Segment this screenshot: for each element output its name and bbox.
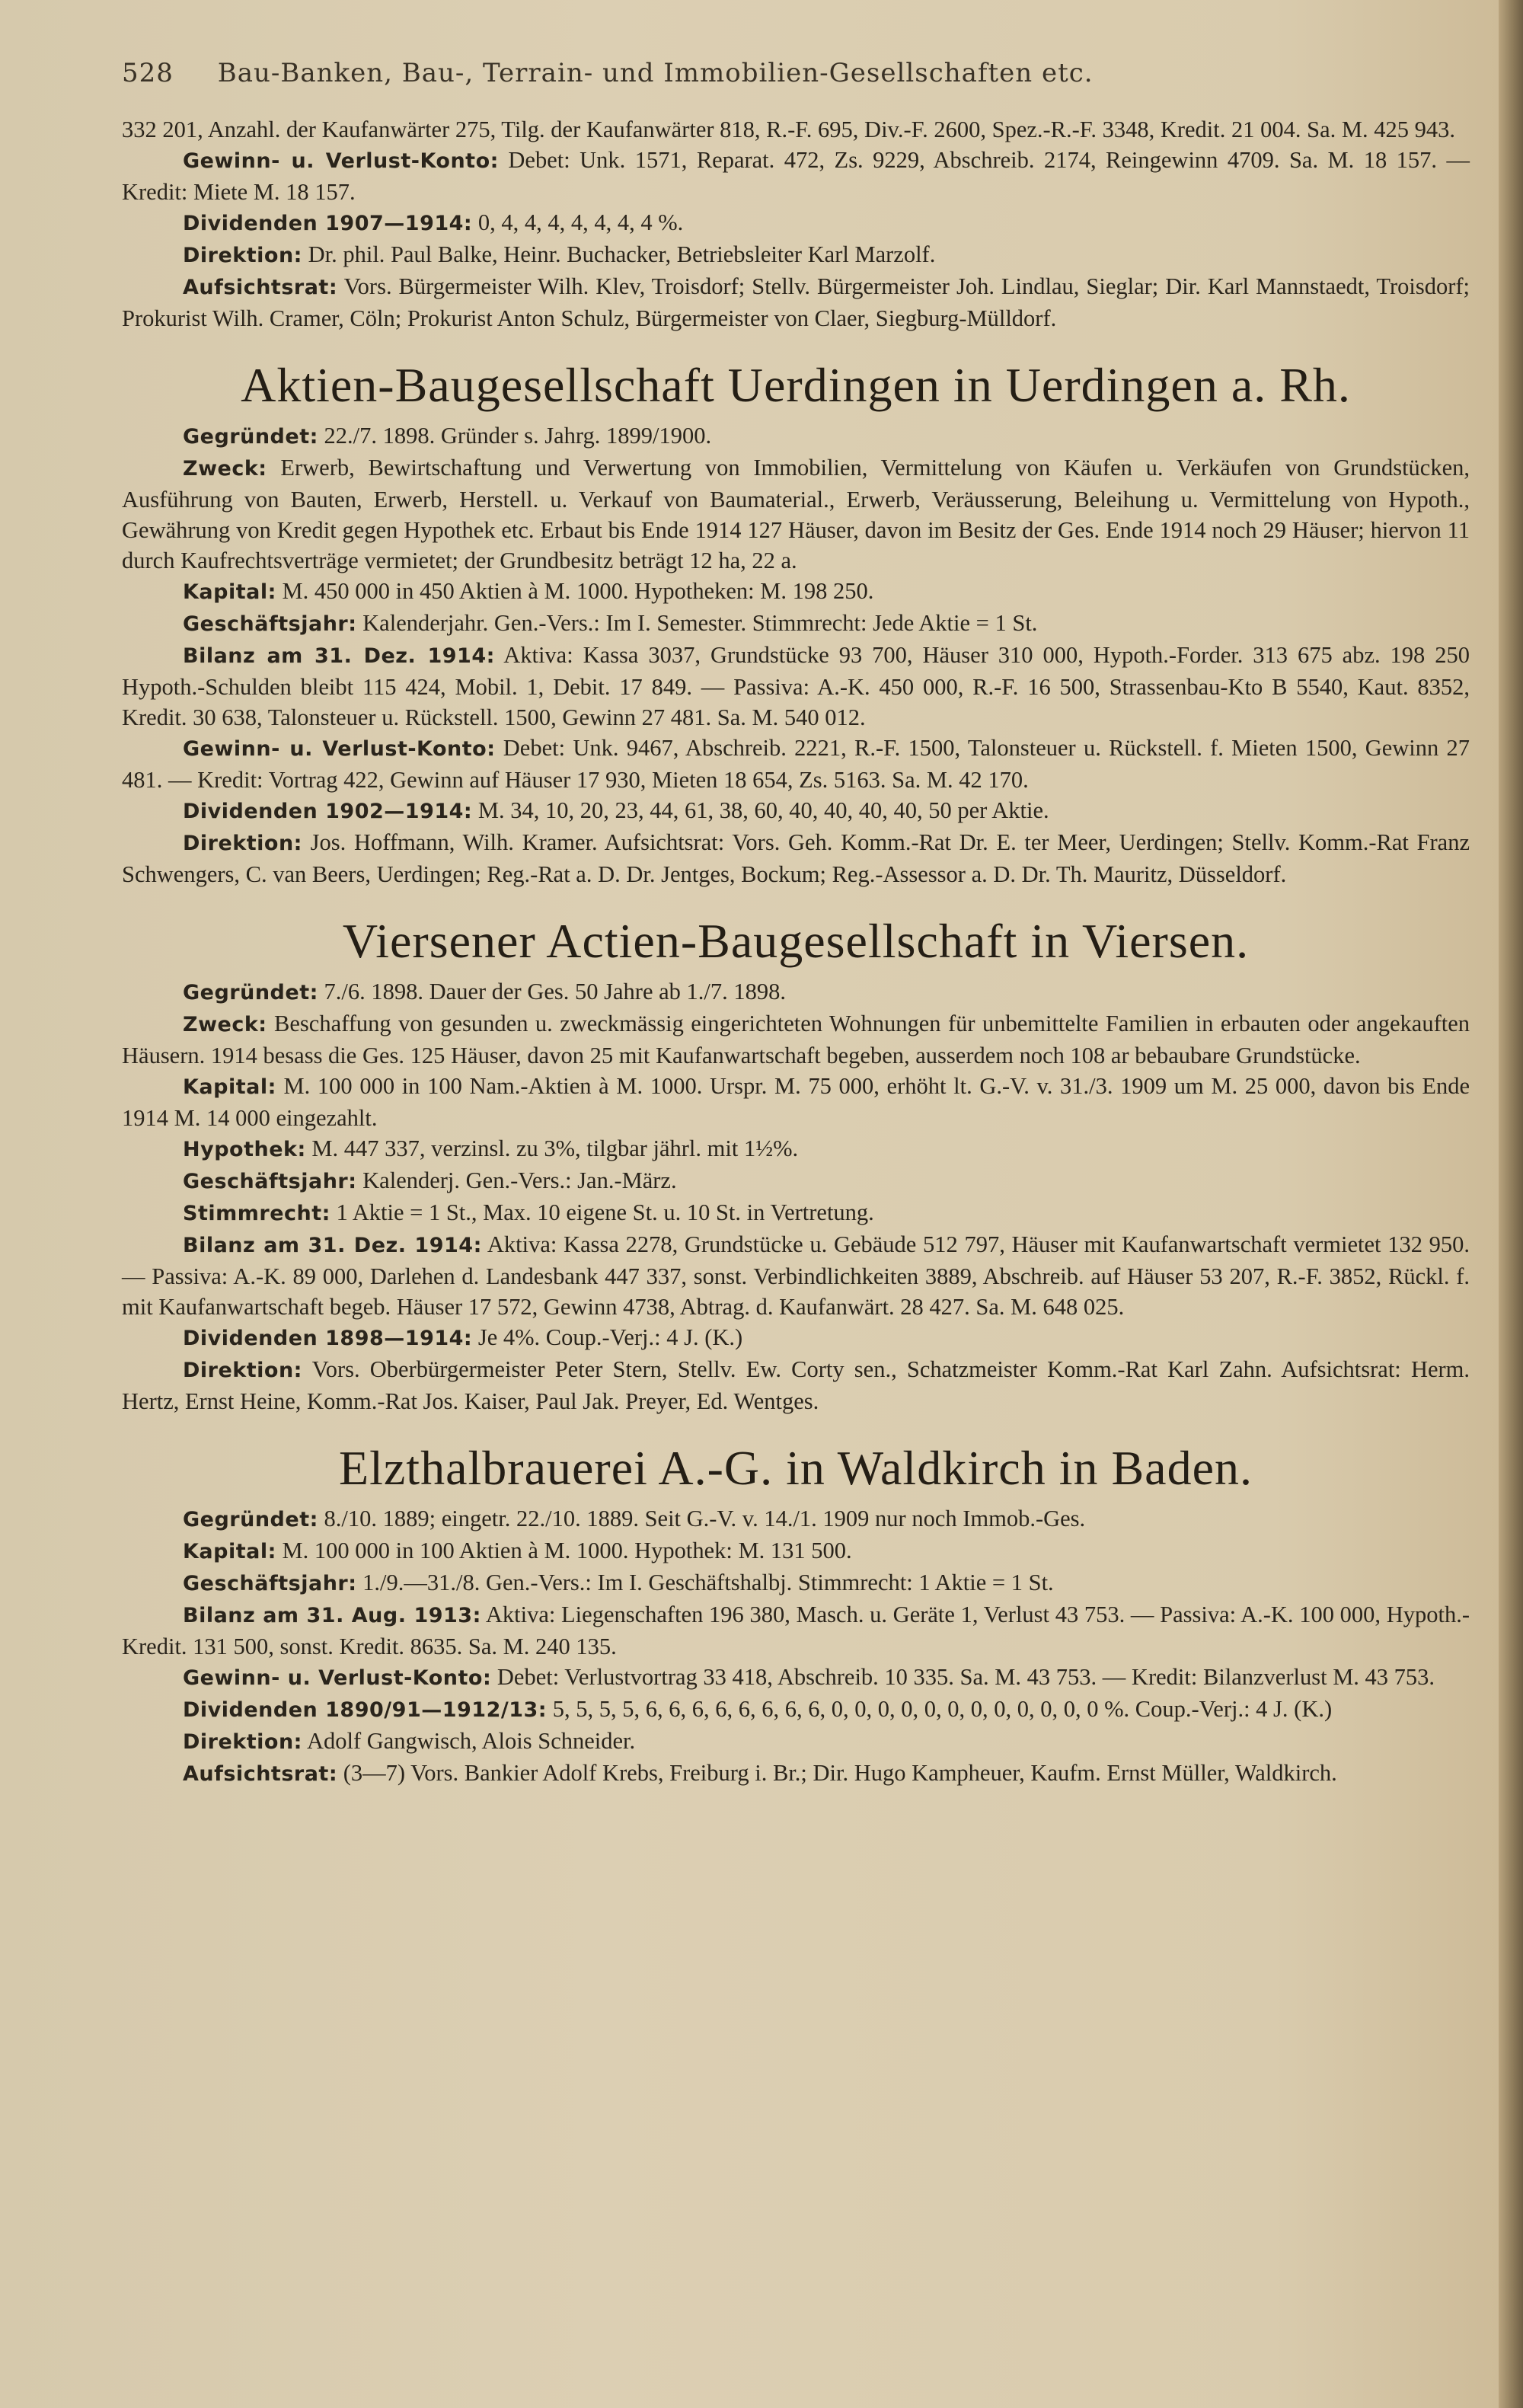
company-entry — [122, 1322, 1470, 1354]
book-binding-edge — [1499, 0, 1523, 2408]
company-entry — [122, 1354, 1470, 1416]
entry-label: Geschäftsjahr: — [183, 1572, 357, 1595]
entry-label: Bilanz am 31. Aug. 1913: — [183, 1604, 481, 1627]
entry-label: Geschäftsjahr: — [183, 612, 357, 636]
company-entry — [122, 976, 1470, 1008]
company-entry — [122, 452, 1470, 576]
company-heading: Elzthalbrauerei A.-G. in Waldkirch in Baden. — [339, 1441, 1253, 1495]
entry-text: M. 34, 10, 20, 23, 44, 61, 38, 60, 40, 40, 40, 40, 50 per Aktie. — [477, 797, 1049, 823]
continuation-board — [122, 239, 1470, 271]
company-entry — [122, 1197, 1470, 1229]
entry-label: Gewinn- u. Verlust-Konto: — [183, 1666, 492, 1690]
company-entry — [122, 1071, 1470, 1133]
entry-text: Jos. Hoffmann, Wilh. Kramer. Aufsichtsrat: Vors. Geh. Komm.-Rat Dr. E. ter Meer, Uerdingen; Stellv. Komm.-Rat Franz Schwengers, C. van Beers, Uerdingen; Reg.-Rat a. D. Dr. Jentges, Bockum; Reg.-Assessor a. D. Dr. Th. Mauritz, Düsseldorf. — [122, 829, 1470, 887]
continuation-supervisory — [122, 271, 1470, 334]
company-entry — [122, 420, 1470, 452]
company-entry — [122, 733, 1470, 795]
entry-text: Kalenderjahr. Gen.-Vers.: Im I. Semester. Stimmrecht: Jede Aktie = 1 St. — [362, 610, 1038, 636]
entry-text: Dr. phil. Paul Balke, Heinr. Buchacker, Betriebsleiter Karl Marzolf. — [308, 241, 936, 267]
entry-text: Beschaffung von gesunden u. zweckmässig eingerichteten Wohnungen für unbemittelte Familien in erbauten oder angekauften Häusern. 1914 besass die Ges. 125 Häuser, davon 25 mit Kaufanwartschaft begeben, ausserdem noch 108 ar bebaubare Grundstücke. — [122, 1011, 1470, 1068]
entry-text: M. 100 000 in 100 Nam.-Aktien à M. 1000. Urspr. M. 75 000, erhöht lt. G.-V. v. 31./3. 1909 um M. 25 000, davon bis Ende 1914 M. 14 000 eingezahlt. — [122, 1073, 1470, 1131]
entry-text: Debet: Unk. 9467, Abschreib. 2221, R.-F. 1500, Talonsteuer u. Rückstell. f. Mieten 1500, Gewinn 27 481. — Kredit: Vortrag 422, Gewinn auf Häuser 17 930, Mieten 18 654, Zs. 5163. Sa. M. 42 170. — [122, 735, 1470, 793]
company-entry — [122, 1662, 1470, 1694]
entry-text: Adolf Gangwisch, Alois Schneider. — [306, 1728, 636, 1754]
entry-text: Vors. Oberbürgermeister Peter Stern, Stellv. Ew. Corty sen., Schatzmeister Komm.-Rat Karl Zahn. Aufsichtsrat: Herm. Hertz, Ernst Heine, Komm.-Rat Jos. Kaiser, Paul Jak. Preyer, Ed. Wentges. — [122, 1356, 1470, 1414]
entry-label: Gewinn- u. Verlust-Konto: — [183, 737, 496, 761]
continuation-profit-loss — [122, 145, 1470, 207]
entry-text: Debet: Unk. 1571, Reparat. 472, Zs. 9229, Abschreib. 2174, Reingewinn 4709. Sa. M. 18 157. — Kredit: Miete M. 18 157. — [122, 147, 1470, 205]
entry-label: Bilanz am 31. Dez. 1914: — [183, 644, 495, 668]
company-heading: Viersener Actien-Baugesellschaft in Viersen. — [342, 914, 1250, 968]
page-content — [122, 114, 1470, 1790]
entry-label: Dividenden 1890/91—1912/13: — [183, 1698, 548, 1722]
entry-text: 1 Aktie = 1 St., Max. 10 eigene St. u. 10 St. in Vertretung. — [336, 1199, 874, 1225]
company-entry — [122, 795, 1470, 827]
entry-text: 5, 5, 5, 5, 6, 6, 6, 6, 6, 6, 6, 6, 0, 0, 0, 0, 0, 0, 0, 0, 0, 0, 0, 0 %. Coup.-Verj.: 4 J. (K.) — [552, 1696, 1333, 1722]
company-entry — [122, 1694, 1470, 1726]
entry-text: Je 4%. Coup.-Verj.: 4 J. (K.) — [477, 1324, 743, 1350]
company-entry — [122, 1535, 1470, 1567]
company-entry — [122, 827, 1470, 889]
entry-text: (3—7) Vors. Bankier Adolf Krebs, Freiburg i. Br.; Dir. Hugo Kampheuer, Kaufm. Ernst Müller, Waldkirch. — [343, 1760, 1337, 1786]
entry-label: Zweck: — [183, 457, 267, 481]
entry-label: Direktion: — [183, 832, 302, 855]
entry-label: Dividenden 1907—1914: — [183, 212, 473, 235]
entry-text: Debet: Verlustvortrag 33 418, Abschreib. 10 335. Sa. M. 43 753. — Kredit: Bilanzverlust M. 43 753. — [496, 1664, 1435, 1690]
entry-label: Kapital: — [183, 1075, 276, 1099]
page-number: 528 — [122, 58, 174, 88]
continuation-balance: 332 201, Anzahl. der Kaufanwärter 275, Tilg. der Kaufanwärter 818, R.-F. 695, Div.-F. 2600, Spez.-R.-F. 3348, Kredit. 21 004. Sa. M. 425 943. — [122, 117, 1455, 142]
entry-label: Direktion: — [183, 244, 302, 267]
entry-text: M. 447 337, verzinsl. zu 3%, tilgbar jährl. mit 1½%. — [311, 1135, 799, 1161]
company-entry — [122, 576, 1470, 608]
company-entry — [122, 1503, 1470, 1535]
entry-label: Kapital: — [183, 580, 276, 604]
entry-label: Direktion: — [183, 1359, 302, 1382]
entry-text: 22./7. 1898. Gründer s. Jahrg. 1899/1900. — [324, 423, 712, 449]
entry-text: 0, 4, 4, 4, 4, 4, 4, 4 %. — [477, 209, 684, 235]
entry-text: Kalenderj. Gen.-Vers.: Jan.-März. — [362, 1167, 677, 1193]
entry-text: Aktiva: Kassa 2278, Grundstücke u. Gebäude 512 797, Häuser mit Kaufanwartschaft vermietet 132 950. — Passiva: A.-K. 89 000, Darlehen d. Landesbank 447 337, sonst. Verbindlichkeiten 3889, Abschreib. auf Häuser 53 207, R.-F. 3852, Rückl. f. mit Kaufanwartschaft begeb. Häuser 17 572, Gewinn 4738, Abtrag. d. Kaufanwärt. 28 427. Sa. M. 648 025. — [122, 1231, 1470, 1320]
entry-label: Aufsichtsrat: — [183, 1762, 338, 1786]
entry-label: Bilanz am 31. Dez. 1914: — [183, 1234, 482, 1257]
entry-text: 8./10. 1889; eingetr. 22./10. 1889. Seit G.-V. v. 14./1. 1909 nur noch Immob.-Ges. — [324, 1506, 1086, 1531]
entry-label: Hypothek: — [183, 1138, 306, 1161]
entry-label: Kapital: — [183, 1540, 276, 1563]
entry-text: Erwerb, Bewirtschaftung und Verwertung von Immobilien, Vermittelung von Käufen u. Verkäufen von Grundstücken, Ausführung von Bauten, Erwerb, Herstell. u. Verkauf von Baumaterial., Erwerb, Veräusserung, Beleihung u. Vermittelung von Hypoth., Gewährung von Kredit gegen Hypothek etc. Erbaut bis Ende 1914 127 Häuser, davon im Besitz der Ges. Ende 1914 noch 29 Häuser; hiervon 11 durch Kaufrechtsverträge vermietet; der Grundbesitz beträgt 12 ha, 22 a. — [122, 455, 1470, 573]
company-entry — [122, 640, 1470, 733]
entry-text: Aktiva: Liegenschaften 196 380, Masch. u. Geräte 1, Verlust 43 753. — Passiva: A.-K. 100 000, Hypoth.-Kredit. 131 500, sonst. Kredit. 8635. Sa. M. 240 135. — [122, 1602, 1470, 1659]
company-entry — [122, 1726, 1470, 1758]
entry-text: 7./6. 1898. Dauer der Ges. 50 Jahre ab 1./7. 1898. — [324, 979, 787, 1004]
entry-label: Stimmrecht: — [183, 1202, 330, 1225]
company-entry — [122, 1008, 1470, 1071]
entry-label: Gegründet: — [183, 981, 318, 1004]
company-entry — [122, 1758, 1470, 1790]
entry-label: Gegründet: — [183, 1508, 318, 1531]
entry-text: 1./9.—31./8. Gen.-Vers.: Im I. Geschäftshalbj. Stimmrecht: 1 Aktie = 1 St. — [362, 1570, 1054, 1595]
entry-label: Aufsichtsrat: — [183, 276, 338, 299]
entry-text: M. 450 000 in 450 Aktien à M. 1000. Hypotheken: M. 198 250. — [282, 578, 874, 604]
entry-label: Geschäftsjahr: — [183, 1170, 357, 1193]
entry-label: Dividenden 1902—1914: — [183, 800, 473, 823]
company-heading: Aktien-Baugesellschaft Uerdingen in Uerdingen a. Rh. — [241, 358, 1351, 412]
entry-label: Direktion: — [183, 1730, 302, 1754]
company-entry — [122, 1567, 1470, 1599]
company-entry — [122, 1229, 1470, 1322]
entry-label: Gewinn- u. Verlust-Konto: — [183, 149, 499, 173]
entry-text: M. 100 000 in 100 Aktien à M. 1000. Hypothek: M. 131 500. — [282, 1538, 852, 1563]
continuation-dividends — [122, 207, 1470, 239]
running-header — [122, 58, 1462, 88]
entry-label: Zweck: — [183, 1013, 267, 1036]
entry-text: Vors. Bürgermeister Wilh. Klev, Troisdorf; Stellv. Bürgermeister Joh. Lindlau, Sieglar; Dir. Karl Mannstaedt, Troisdorf; Prokurist Wilh. Cramer, Cöln; Prokurist Anton Schulz, Bürgermeister von Claer, Siegburg-Mülldorf. — [122, 273, 1470, 331]
running-title: Bau-Banken, Bau-, Terrain- und Immobilien-Gesellschaften etc. — [217, 58, 1094, 88]
entry-text: Aktiva: Kassa 3037, Grundstücke 93 700, Häuser 310 000, Hypoth.-Forder. 313 675 abz. 198 250 Hypoth.-Schulden bleibt 115 424, Mobil. 1, Debit. 17 849. — Passiva: A.-K. 450 000, R.-F. 16 500, Strassenbau-Kto B 5540, Kaut. 8352, Kredit. 30 638, Talonsteuer u. Rückstell. 1500, Gewinn 27 481. Sa. M. 540 012. — [122, 642, 1470, 730]
company-entry — [122, 1165, 1470, 1197]
entry-label: Gegründet: — [183, 425, 318, 449]
company-entry — [122, 1133, 1470, 1165]
company-entry — [122, 608, 1470, 640]
company-entry — [122, 1599, 1470, 1662]
entry-label: Dividenden 1898—1914: — [183, 1327, 473, 1350]
